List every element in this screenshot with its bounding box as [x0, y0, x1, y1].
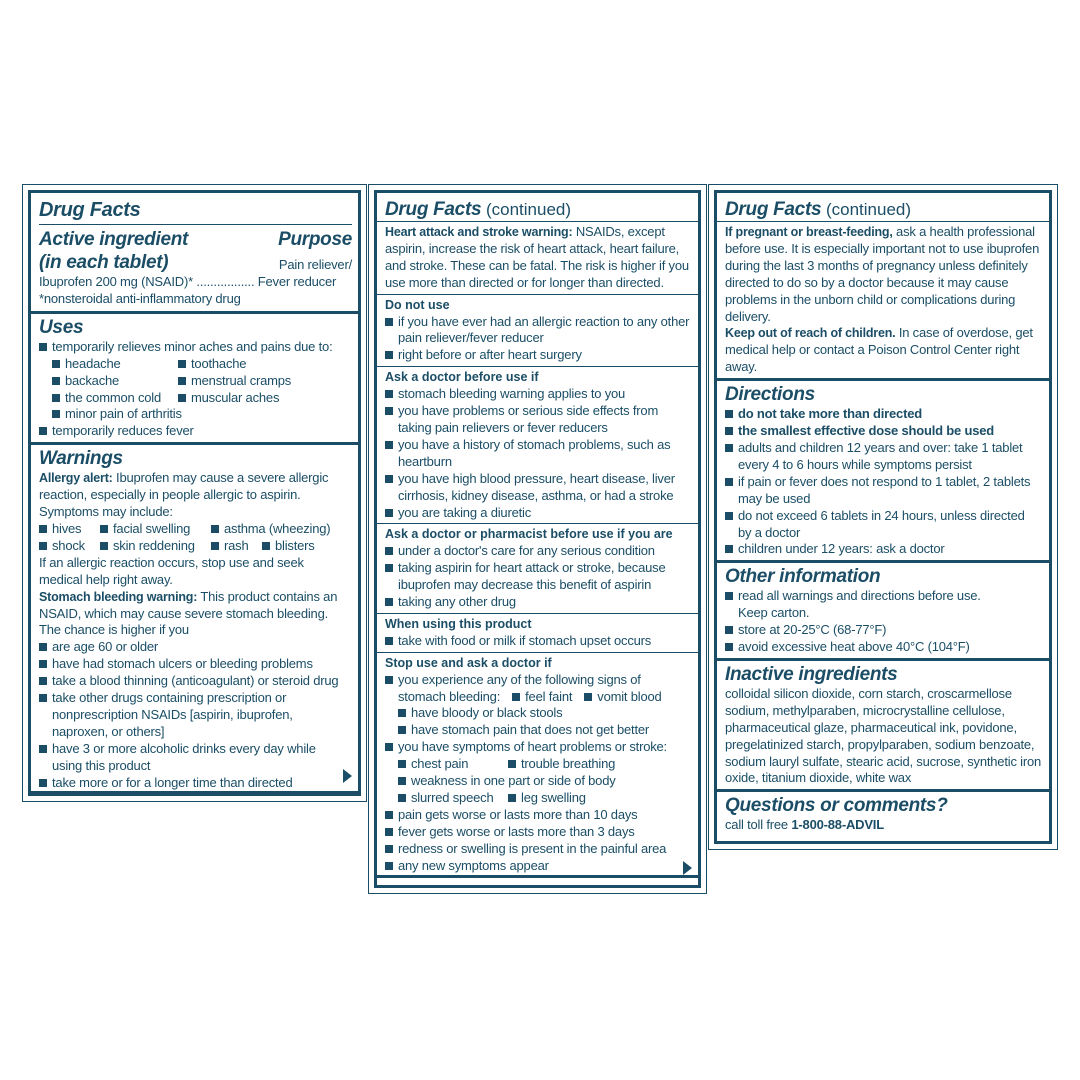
stop-item: leg swelling — [521, 790, 586, 805]
panel-2-title: Drug Facts — [385, 199, 482, 220]
ask-pharmacist-item: taking any other drug — [385, 594, 692, 611]
call-line: call toll free 1-800-88-ADVIL — [725, 817, 884, 833]
active-ingredient-header — [39, 228, 352, 251]
uses-heading: Uses — [39, 316, 84, 338]
stop-bleeding-row — [385, 722, 692, 739]
ask-pharmacist-item: under a doctor's care for any serious condition — [385, 543, 692, 560]
bullet-icon — [398, 794, 406, 802]
warnings-section — [31, 445, 358, 794]
stop-heart-row — [385, 790, 692, 807]
ask-doctor-heading: Ask a doctor before use if — [385, 370, 539, 385]
uses-section — [31, 314, 358, 445]
other-item: avoid excessive heat above 40°C (104°F) — [725, 639, 1043, 656]
panel-2-frame — [374, 190, 701, 888]
bullet-icon — [262, 542, 270, 550]
other-item: store at 20-25°C (68-77°F) — [725, 622, 1043, 639]
symptoms-row-1 — [39, 521, 352, 538]
ask-doctor-item: you have high blood pressure, heart disease, liver cirrhosis, kidney disease, asthma, or had a stroke — [385, 471, 692, 505]
use-item: the common cold — [65, 389, 161, 405]
directions-heading: Directions — [725, 384, 815, 406]
heart-warning-label: Heart attack and stroke warning: — [385, 225, 573, 239]
inactive-ingredients-text: colloidal silicon dioxide, corn starch, croscarmellose sodium, methylparaben, microcrystalline cellulose, pharmaceutical glaze, pharmaceutical ink, povidone, pregelatinized starch, propylparaben, sodium benzoate, sodium lauryl sulfate, stearic acid, sucrose, synthetic iron oxide, titanium dioxide, white wax — [725, 685, 1042, 786]
panel-2-title-continued: (continued) — [481, 200, 572, 219]
bullet-icon — [39, 343, 47, 351]
stop-use-section — [377, 653, 698, 878]
bullet-icon — [178, 360, 186, 368]
symptom-item: rash — [224, 537, 249, 553]
uses-fever: temporarily reduces fever — [39, 423, 352, 440]
bullet-icon — [385, 676, 393, 684]
stop-heart-intro: you have symptoms of heart problems or stroke: — [385, 739, 692, 756]
do-not-use-item: if you have ever had an allergic reaction to any other pain reliever/fever reducer — [385, 314, 692, 348]
bullet-icon — [385, 318, 393, 326]
bullet-icon — [100, 542, 108, 550]
heart-warning-section — [377, 222, 698, 295]
other-information-section — [717, 563, 1049, 661]
nsaid-note: *nonsteroidal anti-inflammatory drug — [39, 290, 241, 306]
panel-3-title-continued: (continued) — [821, 200, 912, 219]
active-ingredient-heading: Active ingredient — [39, 229, 189, 250]
other-information-heading: Other information — [725, 566, 881, 588]
bullet-icon — [398, 760, 406, 768]
bullet-icon — [39, 542, 47, 550]
stomach-label: Stomach bleeding warning: — [39, 589, 198, 604]
bullet-icon — [385, 509, 393, 517]
pregnancy-label: If pregnant or breast-feeding, — [725, 225, 893, 239]
when-using-heading: When using this product — [385, 616, 532, 631]
stomach-line-3: The chance is higher if you — [39, 622, 189, 638]
do-not-use-item: right before or after heart surgery — [385, 347, 692, 364]
allergy-line-3: Symptoms may include: — [39, 504, 173, 520]
use-item: muscular aches — [191, 389, 280, 405]
bullet-icon — [385, 828, 393, 836]
stop-item: have bloody or black stools — [411, 705, 563, 721]
directions-item: do not exceed 6 tablets in 24 hours, unless directed by a doctor — [725, 508, 1043, 542]
symptom-item: facial swelling — [113, 520, 191, 536]
stomach-item: take a blood thinning (anticoagulant) or steroid drug — [39, 673, 352, 690]
stop-item: any new symptoms appear — [385, 858, 692, 875]
symptom-item: asthma (wheezing) — [224, 520, 331, 536]
bullet-icon — [508, 794, 516, 802]
uses-intro: temporarily relieves minor aches and pains due to: — [39, 339, 352, 356]
stop-use-intro: you experience any of the following signs of — [385, 672, 692, 689]
stomach-line-2: NSAID, which may cause severe stomach bleeding. — [39, 605, 329, 621]
panel-3-frame — [714, 190, 1052, 844]
ask-doctor-item: you are taking a diuretic — [385, 505, 692, 522]
bullet-icon — [39, 643, 47, 651]
stomach-item: have had stomach ulcers or bleeding problems — [39, 656, 352, 673]
bullet-icon — [725, 592, 733, 600]
bullet-icon — [178, 377, 186, 385]
stop-item: slurred speech — [411, 790, 494, 805]
bullet-icon — [398, 726, 406, 734]
use-item: headache — [65, 355, 121, 371]
bullet-icon — [508, 760, 516, 768]
directions-item: the smallest effective dose should be used — [725, 423, 1043, 440]
other-item: read all warnings and directions before use. Keep carton. — [725, 588, 1043, 622]
uses-row — [39, 356, 352, 373]
continue-arrow-icon — [683, 861, 692, 875]
continue-arrow-icon — [343, 769, 352, 783]
bullet-icon — [385, 351, 393, 359]
phone-number[interactable]: 1-800-88-ADVIL — [791, 817, 884, 833]
do-not-use-heading: Do not use — [385, 297, 450, 312]
symptom-item: hives — [52, 520, 82, 536]
bullet-icon — [725, 478, 733, 486]
panel-1-frame — [28, 190, 361, 796]
bullet-icon — [512, 693, 520, 701]
stop-item: trouble breathing — [521, 756, 616, 772]
bullet-icon — [725, 545, 733, 553]
bullet-icon — [398, 777, 406, 785]
directions-item: children under 12 years: ask a doctor — [725, 541, 1043, 558]
allergy-after-2: medical help right away. — [39, 571, 173, 587]
allergy-alert: Allergy alert: Ibuprofen may cause a severe allergic — [39, 470, 329, 486]
panel-2-title-section — [377, 195, 698, 222]
bullet-icon — [39, 677, 47, 685]
bullet-icon — [385, 564, 393, 572]
panel-3-title-section — [717, 195, 1049, 222]
keep-out-label: Keep out of reach of children. — [725, 326, 896, 341]
directions-item: adults and children 12 years and over: take 1 tablet every 4 to 6 hours while symptoms persist — [725, 440, 1043, 474]
active-ingredient-section — [31, 193, 358, 314]
bullet-icon — [178, 394, 186, 402]
stop-bleeding-row — [385, 705, 692, 722]
stop-item: vomit blood — [597, 688, 662, 704]
ask-doctor-section — [377, 367, 698, 524]
allergy-after-1: If an allergic reaction occurs, stop use and seek — [39, 554, 304, 570]
bullet-icon — [39, 427, 47, 435]
bullet-icon — [398, 709, 406, 717]
bullet-icon — [725, 626, 733, 634]
ingredient-line: Ibuprofen 200 mg (NSAID)* ................. Fever reducer — [39, 274, 337, 289]
purpose-heading: Purpose — [278, 229, 352, 250]
stop-item: fever gets worse or lasts more than 3 days — [385, 824, 692, 841]
use-item: menstrual cramps — [191, 372, 292, 388]
bullet-icon — [39, 779, 47, 787]
symptoms-row-2 — [39, 538, 352, 555]
stomach-item: take other drugs containing prescription or nonprescription NSAIDs [aspirin, ibuprofen, naproxen, or others] — [39, 690, 352, 741]
directions-item: do not take more than directed — [725, 406, 1043, 423]
bullet-icon — [52, 360, 60, 368]
bullet-icon — [584, 693, 592, 701]
stop-bleeding-lead: stomach bleeding: — [398, 688, 501, 704]
ask-doctor-item: you have problems or serious side effects from taking pain relievers or fever reducers — [385, 403, 692, 437]
bullet-icon — [725, 512, 733, 520]
bullet-icon — [725, 444, 733, 452]
symptom-item: skin reddening — [113, 537, 195, 553]
use-item: minor pain of arthritis — [65, 406, 182, 422]
questions-section — [717, 792, 1049, 838]
directions-item: if pain or fever does not respond to 1 tablet, 2 tablets may be used — [725, 474, 1043, 508]
when-using-section — [377, 614, 698, 653]
when-using-item: take with food or milk if stomach upset occurs — [385, 633, 692, 650]
heart-warning: Heart attack and stroke warning: NSAIDs, except aspirin, increase the risk of heart attack, heart failure, and stroke. These can be fatal. The risk is higher if you use more than directed or for longer than directed. — [385, 224, 689, 290]
stop-use-heading: Stop use and ask a doctor if — [385, 655, 552, 670]
keep-out-of-reach: Keep out of reach of children. In case of overdose, get medical help or contact a Poison Control Center right away. — [725, 325, 1033, 375]
stomach-item: have 3 or more alcoholic drinks every day while using this product — [39, 741, 352, 775]
panel-3-title: Drug Facts — [725, 199, 822, 220]
uses-row — [39, 390, 352, 407]
bullet-icon — [52, 377, 60, 385]
bullet-icon — [725, 410, 733, 418]
bullet-icon — [385, 441, 393, 449]
ask-doctor-item: you have a history of stomach problems, such as heartburn — [385, 437, 692, 471]
use-item: backache — [65, 372, 120, 388]
do-not-use-section — [377, 295, 698, 368]
stop-item: weakness in one part or side of body — [411, 773, 616, 789]
bullet-icon — [385, 475, 393, 483]
panel-1-title: Drug Facts — [39, 199, 352, 225]
uses-row — [39, 373, 352, 390]
bullet-icon — [385, 862, 393, 870]
purpose-line-1: Pain reliever/ — [278, 257, 352, 273]
inactive-ingredients-heading: Inactive ingredients — [725, 663, 898, 685]
stomach-warning: Stomach bleeding warning: This product contains an — [39, 588, 338, 604]
stomach-item: take more or for a longer time than directed — [39, 775, 352, 792]
inactive-ingredients-section — [717, 661, 1049, 792]
stop-heart-row — [385, 773, 692, 790]
bullet-icon — [385, 845, 393, 853]
questions-heading: Questions or comments? — [725, 795, 948, 817]
active-ingredient-subheading: (in each tablet) — [39, 252, 169, 273]
bullet-icon — [385, 547, 393, 555]
bullet-icon — [385, 390, 393, 398]
stomach-item: are age 60 or older — [39, 639, 352, 656]
bullet-icon — [52, 394, 60, 402]
bullet-icon — [385, 407, 393, 415]
active-ingredient-subheader — [39, 251, 352, 274]
bullet-icon — [39, 660, 47, 668]
allergy-line-2: reaction, especially in people allergic to aspirin. — [39, 487, 301, 503]
drug-facts-panel-3 — [708, 184, 1058, 850]
drug-facts-panel-1 — [22, 184, 367, 802]
pregnancy-section — [717, 222, 1049, 381]
ask-pharmacist-section — [377, 524, 698, 614]
stop-item: redness or swelling is present in the painful area — [385, 841, 692, 858]
bullet-icon — [52, 410, 60, 418]
ask-pharmacist-item: taking aspirin for heart attack or stroke, because ibuprofen may decrease this benefit of aspirin — [385, 560, 692, 594]
stop-item: chest pain — [411, 756, 469, 772]
use-item: toothache — [191, 355, 247, 371]
bullet-icon — [385, 811, 393, 819]
bullet-icon — [385, 743, 393, 751]
drug-facts-panel-2 — [368, 184, 707, 894]
bullet-icon — [100, 525, 108, 533]
directions-section — [717, 381, 1049, 563]
symptom-item: shock — [52, 537, 85, 553]
bullet-icon — [211, 542, 219, 550]
symptom-item: blisters — [275, 537, 315, 553]
bullet-icon — [725, 427, 733, 435]
bullet-icon — [385, 598, 393, 606]
bullet-icon — [211, 525, 219, 533]
uses-row — [39, 406, 352, 423]
ask-pharmacist-heading: Ask a doctor or pharmacist before use if you are — [385, 527, 673, 542]
stop-item: pain gets worse or lasts more than 10 days — [385, 807, 692, 824]
bullet-icon — [385, 637, 393, 645]
bullet-icon — [39, 525, 47, 533]
stop-heart-row — [385, 756, 692, 773]
pregnancy-warning: If pregnant or breast-feeding, ask a health professional before use. It is especially important not to use ibuprofen during the last 3 months of pregnancy unless definitely directed to do so by a doctor because it may cause problems in the unborn child or complications during delivery. — [725, 224, 1040, 324]
stop-item: feel faint — [525, 688, 573, 704]
ask-doctor-item: stomach bleeding warning applies to you — [385, 386, 692, 403]
bullet-icon — [725, 643, 733, 651]
bullet-icon — [39, 745, 47, 753]
allergy-label: Allergy alert: — [39, 471, 113, 486]
bullet-icon — [39, 694, 47, 702]
stop-bleeding-row — [385, 689, 692, 706]
warnings-heading: Warnings — [39, 448, 123, 470]
stop-item: have stomach pain that does not get better — [411, 722, 650, 738]
